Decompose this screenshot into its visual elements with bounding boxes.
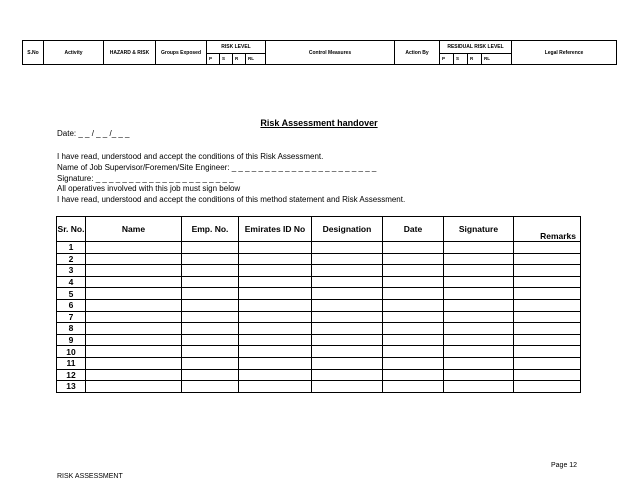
name-cell[interactable] — [86, 311, 182, 323]
date-cell[interactable] — [383, 288, 444, 300]
row-number: 1 — [57, 242, 86, 254]
remarks-cell[interactable] — [514, 357, 581, 369]
operatives-instruction: All operatives involved with this job must sign below — [57, 184, 241, 193]
risk-sub-r: R — [233, 53, 246, 64]
designation-cell[interactable] — [312, 253, 383, 265]
name-cell[interactable] — [86, 369, 182, 381]
table-row — [57, 276, 581, 288]
name-cell[interactable] — [86, 334, 182, 346]
name-cell[interactable] — [86, 265, 182, 277]
emp-no-cell[interactable] — [182, 311, 239, 323]
emp-no-cell[interactable] — [182, 288, 239, 300]
signature-cell[interactable] — [444, 253, 514, 265]
row-number: 13 — [57, 381, 86, 393]
col-risk-level: RISK LEVEL — [207, 41, 266, 54]
table-row — [57, 346, 581, 358]
remarks-cell[interactable] — [514, 299, 581, 311]
emp-no-cell[interactable] — [182, 381, 239, 393]
name-cell[interactable] — [86, 288, 182, 300]
remarks-cell[interactable] — [514, 288, 581, 300]
signature-line: Signature: _ _ _ _ _ _ _ _ _ _ _ _ _ _ _ _ _ _ _ _ _ — [57, 174, 234, 183]
table-row — [57, 299, 581, 311]
emirates-id-cell[interactable] — [239, 346, 312, 358]
date-cell[interactable] — [383, 253, 444, 265]
remarks-cell[interactable] — [514, 311, 581, 323]
col-legal-reference: Legal Reference — [512, 41, 617, 65]
header-emp-no: Emp. No. — [182, 217, 239, 242]
date-cell[interactable] — [383, 381, 444, 393]
signature-cell[interactable] — [444, 369, 514, 381]
name-cell[interactable] — [86, 242, 182, 254]
col-activity: Activity — [44, 41, 104, 65]
date-line: Date: _ _ / _ _ /_ _ _ — [57, 129, 130, 138]
document-footer: RISK ASSESSMENT — [57, 473, 123, 480]
page-number: Page 12 — [551, 462, 578, 469]
signature-cell[interactable] — [444, 288, 514, 300]
designation-cell[interactable] — [312, 288, 383, 300]
table-row — [57, 265, 581, 277]
signature-cell[interactable] — [444, 357, 514, 369]
emirates-id-cell[interactable] — [239, 242, 312, 254]
row-number: 5 — [57, 288, 86, 300]
date-cell[interactable] — [383, 369, 444, 381]
signoff-rows — [57, 242, 581, 393]
emp-no-cell[interactable] — [182, 253, 239, 265]
date-cell[interactable] — [383, 276, 444, 288]
signature-cell[interactable] — [444, 334, 514, 346]
signature-cell[interactable] — [444, 299, 514, 311]
row-number: 12 — [57, 369, 86, 381]
col-residual-risk-level: RESIDUAL RISK LEVEL — [440, 41, 512, 54]
header-sr-no: Sr. No. — [57, 217, 86, 242]
col-groups-exposed: Groups Exposed — [156, 41, 207, 65]
emirates-id-cell[interactable] — [239, 265, 312, 277]
date-cell[interactable] — [383, 311, 444, 323]
row-number: 11 — [57, 357, 86, 369]
emp-no-cell[interactable] — [182, 357, 239, 369]
remarks-cell[interactable] — [514, 276, 581, 288]
remarks-cell[interactable] — [514, 242, 581, 254]
signature-cell[interactable] — [444, 346, 514, 358]
col-action-by: Action By — [395, 41, 440, 65]
header-remarks: Remarks — [514, 217, 581, 242]
residual-sub-p: P — [440, 53, 454, 64]
designation-cell[interactable] — [312, 242, 383, 254]
name-cell[interactable] — [86, 323, 182, 335]
emp-no-cell[interactable] — [182, 242, 239, 254]
header-name: Name — [86, 217, 182, 242]
row-number: 2 — [57, 253, 86, 265]
row-number: 7 — [57, 311, 86, 323]
designation-cell[interactable] — [312, 265, 383, 277]
remarks-cell[interactable] — [514, 381, 581, 393]
risk-sub-p: P — [207, 53, 220, 64]
designation-cell[interactable] — [312, 369, 383, 381]
row-number: 10 — [57, 346, 86, 358]
header-signature: Signature — [444, 217, 514, 242]
table-row — [57, 357, 581, 369]
table-row — [57, 381, 581, 393]
name-cell[interactable] — [86, 357, 182, 369]
row-number: 8 — [57, 323, 86, 335]
emp-no-cell[interactable] — [182, 334, 239, 346]
remarks-cell[interactable] — [514, 265, 581, 277]
emirates-id-cell[interactable] — [239, 369, 312, 381]
name-cell[interactable] — [86, 276, 182, 288]
signature-cell[interactable] — [444, 311, 514, 323]
risk-sub-rl: RL — [246, 53, 266, 64]
method-statement-acceptance: I have read, understood and accept the conditions of this method statement and Risk Assessment. — [57, 195, 406, 204]
designation-cell[interactable] — [312, 323, 383, 335]
date-cell[interactable] — [383, 346, 444, 358]
handover-title: Risk Assessment handover — [260, 118, 378, 128]
date-cell[interactable] — [383, 299, 444, 311]
emp-no-cell[interactable] — [182, 369, 239, 381]
date-cell[interactable] — [383, 357, 444, 369]
table-row — [57, 311, 581, 323]
emp-no-cell[interactable] — [182, 299, 239, 311]
signoff-table — [56, 216, 581, 393]
risk-header-table — [22, 40, 617, 65]
row-number: 9 — [57, 334, 86, 346]
table-row — [57, 288, 581, 300]
designation-cell[interactable] — [312, 311, 383, 323]
header-designation: Designation — [312, 217, 383, 242]
emp-no-cell[interactable] — [182, 346, 239, 358]
table-row — [57, 242, 581, 254]
designation-cell[interactable] — [312, 276, 383, 288]
supervisor-name-line: Name of Job Supervisor/Foremen/Site Engineer: _ _ _ _ _ _ _ _ _ _ _ _ _ _ _ _ _ _ _ _ _ _ — [57, 163, 377, 172]
designation-cell[interactable] — [312, 381, 383, 393]
name-cell[interactable] — [86, 346, 182, 358]
header-emirates-id: Emirates ID No — [239, 217, 312, 242]
emirates-id-cell[interactable] — [239, 299, 312, 311]
signature-cell[interactable] — [444, 381, 514, 393]
residual-sub-rl: RL — [482, 53, 512, 64]
emp-no-cell[interactable] — [182, 323, 239, 335]
remarks-cell[interactable] — [514, 323, 581, 335]
emirates-id-cell[interactable] — [239, 334, 312, 346]
table-row — [57, 334, 581, 346]
emirates-id-cell[interactable] — [239, 276, 312, 288]
residual-sub-s: S — [454, 53, 468, 64]
emp-no-cell[interactable] — [182, 276, 239, 288]
row-number: 3 — [57, 265, 86, 277]
designation-cell[interactable] — [312, 334, 383, 346]
remarks-cell[interactable] — [514, 334, 581, 346]
col-hazard-risk: HAZARD & RISK — [104, 41, 156, 65]
name-cell[interactable] — [86, 299, 182, 311]
remarks-cell[interactable] — [514, 253, 581, 265]
table-row — [57, 369, 581, 381]
emirates-id-cell[interactable] — [239, 253, 312, 265]
row-number: 6 — [57, 299, 86, 311]
signature-cell[interactable] — [444, 242, 514, 254]
col-control-measures: Control Measures — [266, 41, 395, 65]
table-row — [57, 323, 581, 335]
residual-sub-r: R — [468, 53, 482, 64]
row-number: 4 — [57, 276, 86, 288]
remarks-cell[interactable] — [514, 346, 581, 358]
date-cell[interactable] — [383, 265, 444, 277]
col-sno: S.No — [23, 41, 44, 65]
header-date: Date — [383, 217, 444, 242]
date-cell[interactable] — [383, 323, 444, 335]
acceptance-statement: I have read, understood and accept the conditions of this Risk Assessment. — [57, 152, 324, 161]
designation-cell[interactable] — [312, 299, 383, 311]
signature-cell[interactable] — [444, 323, 514, 335]
date-cell[interactable] — [383, 334, 444, 346]
emirates-id-cell[interactable] — [239, 288, 312, 300]
signature-cell[interactable] — [444, 265, 514, 277]
emirates-id-cell[interactable] — [239, 311, 312, 323]
name-cell[interactable] — [86, 381, 182, 393]
risk-sub-s: S — [220, 53, 233, 64]
emirates-id-cell[interactable] — [239, 381, 312, 393]
date-cell[interactable] — [383, 242, 444, 254]
table-row — [57, 253, 581, 265]
emp-no-cell[interactable] — [182, 265, 239, 277]
remarks-cell[interactable] — [514, 369, 581, 381]
emirates-id-cell[interactable] — [239, 323, 312, 335]
name-cell[interactable] — [86, 253, 182, 265]
signature-cell[interactable] — [444, 276, 514, 288]
designation-cell[interactable] — [312, 346, 383, 358]
emirates-id-cell[interactable] — [239, 357, 312, 369]
designation-cell[interactable] — [312, 357, 383, 369]
